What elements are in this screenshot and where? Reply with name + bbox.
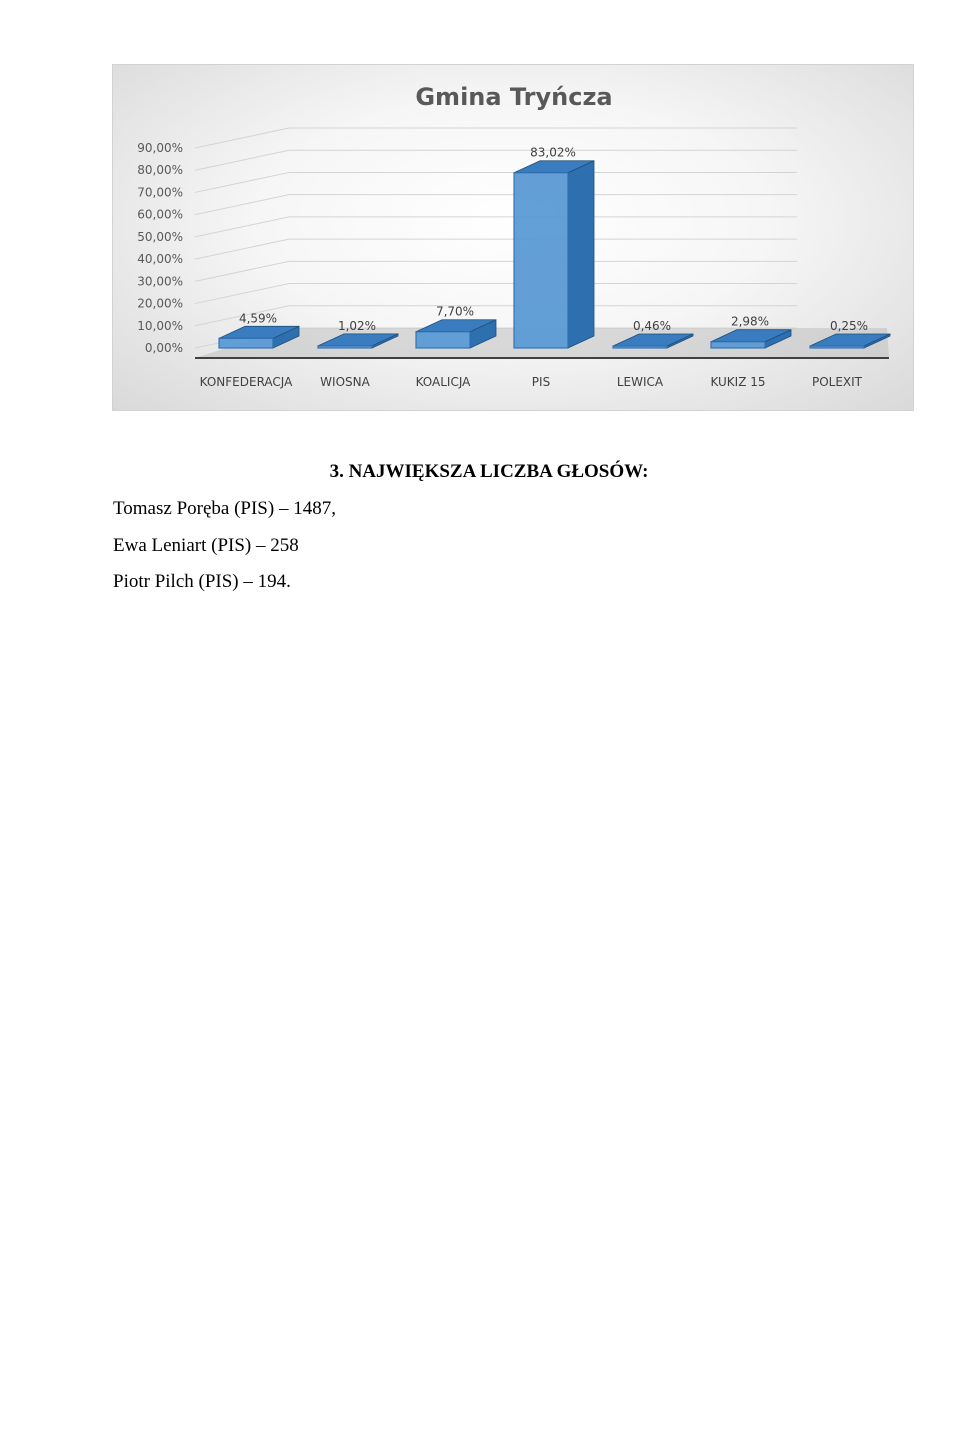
chart-title: Gmina Tryńcza: [415, 83, 613, 111]
bar: [514, 173, 568, 348]
y-tick-label: 20,00%: [137, 296, 183, 311]
gridline-side: [195, 150, 289, 170]
list-item: Piotr Pilch (PIS) – 194.: [113, 571, 291, 592]
bar: [219, 338, 273, 348]
list-item: Ewa Leniart (PIS) – 258: [113, 535, 299, 556]
bar: [613, 346, 667, 348]
data-label: 2,98%: [730, 314, 770, 329]
y-tick-label: 40,00%: [137, 252, 183, 267]
gridline-side: [195, 128, 289, 148]
chart-panel: [112, 64, 914, 411]
gridline-side: [195, 239, 289, 259]
section-heading: 3. NAJWIĘKSZA LICZBA GŁOSÓW:: [329, 461, 649, 482]
gridline-side: [195, 195, 289, 215]
bar: [711, 342, 765, 348]
y-tick-label: 80,00%: [137, 163, 183, 178]
gridline-side: [195, 284, 289, 304]
x-tick-label: POLEXIT: [811, 375, 863, 389]
bar-side: [568, 161, 594, 348]
y-tick-label: 60,00%: [137, 207, 183, 222]
y-tick-label: 50,00%: [137, 229, 183, 244]
x-tick-label: KOALICJA: [415, 375, 471, 389]
y-tick-label: 30,00%: [137, 274, 183, 289]
data-label: 0,25%: [829, 319, 869, 333]
data-label: 7,70%: [435, 304, 475, 319]
data-label: 0,46%: [632, 319, 672, 333]
x-tick-label: PIS: [531, 375, 551, 389]
gridline-side: [195, 217, 289, 237]
y-tick-label: 0,00%: [144, 341, 183, 355]
list-item: Tomasz Poręba (PIS) – 1487,: [113, 498, 336, 519]
x-tick-label: WIOSNA: [320, 375, 370, 389]
x-tick-label: KONFEDERACJA: [199, 375, 293, 389]
data-label: 1,02%: [337, 318, 377, 333]
x-tick-label: LEWICA: [616, 375, 664, 389]
data-label: 83,02%: [530, 145, 576, 160]
data-label: 4,59%: [238, 311, 278, 326]
x-tick-label: KUKIZ 15: [710, 375, 766, 389]
y-tick-label: 10,00%: [137, 318, 183, 333]
gridline-side: [195, 261, 289, 281]
bar: [318, 346, 372, 348]
bar: [810, 346, 864, 348]
bar-chart: [113, 65, 915, 412]
bar: [416, 332, 470, 348]
y-tick-label: 70,00%: [137, 185, 183, 200]
gridline-side: [195, 172, 289, 192]
y-tick-label: 90,00%: [137, 141, 183, 155]
